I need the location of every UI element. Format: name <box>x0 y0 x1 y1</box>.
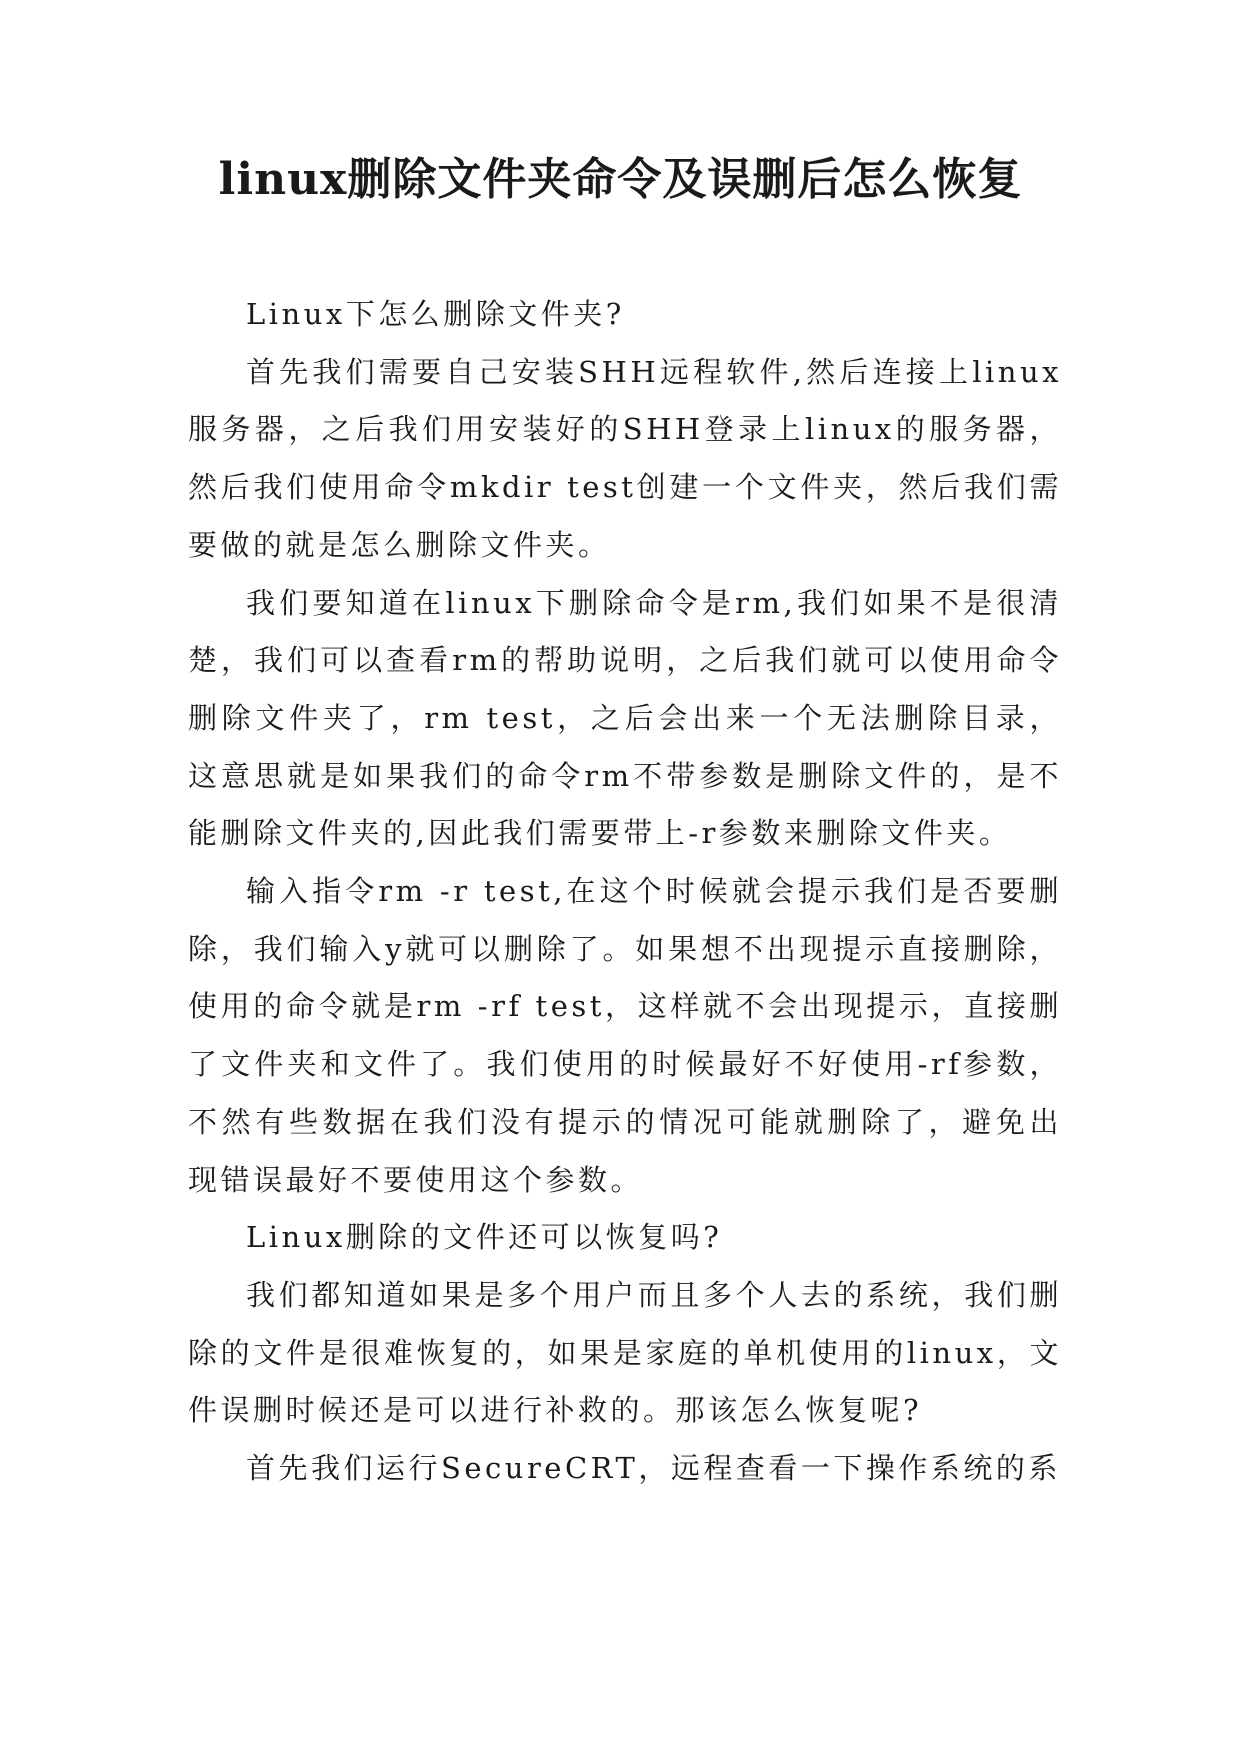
paragraph-install-ssh: 首先我们需要自己安装SHH远程软件,然后连接上linux服务器，之后我们用安装好的SHH登录上linux的服务器，然后我们使用命令mkdir test创建一个文件夹，然后我们需要做的就是怎么删除文件夹。 <box>188 354 1062 562</box>
document-title: linux删除文件夹命令及误删后怎么恢复 <box>218 154 1023 205</box>
paragraph-rm-r: 输入指令rm -r test,在这个时候就会提示我们是否要删除，我们输入y就可以删除了。如果想不出现提示直接删除，使用的命令就是rm -rf test，这样就不会出现提示，直接删了文件夹和文件了。我们使用的时候最好不好使用-rf参数，不然有些数据在我们没有提示的情况可能就删除了，避免出现错误最好不要使用这个参数。 <box>188 874 1062 1197</box>
paragraph-question-delete: Linux下怎么删除文件夹? <box>246 297 625 331</box>
paragraph-securecrt: 首先我们运行SecureCRT，远程查看一下操作系统的系 <box>246 1451 1061 1486</box>
paragraph-recover-intro: 我们都知道如果是多个用户而且多个人去的系统，我们删除的文件是很难恢复的，如果是家庭的单机使用的linux，文件误删时候还是可以进行补救的。那该怎么恢复呢? <box>188 1277 1062 1428</box>
document-body <box>188 286 1062 1498</box>
paragraph-rm-command: 我们要知道在linux下删除命令是rm,我们如果不是很清楚，我们可以查看rm的帮助说明，之后我们就可以使用命令删除文件夹了，rm test，之后会出来一个无法删除目录，这意思就是如果我们的命令rm不带参数是删除文件的，是不能删除文件夹的,因此我们需要带上-r参数来删除文件夹。 <box>188 585 1062 851</box>
paragraph-question-recover: Linux删除的文件还可以恢复吗? <box>246 1220 723 1255</box>
